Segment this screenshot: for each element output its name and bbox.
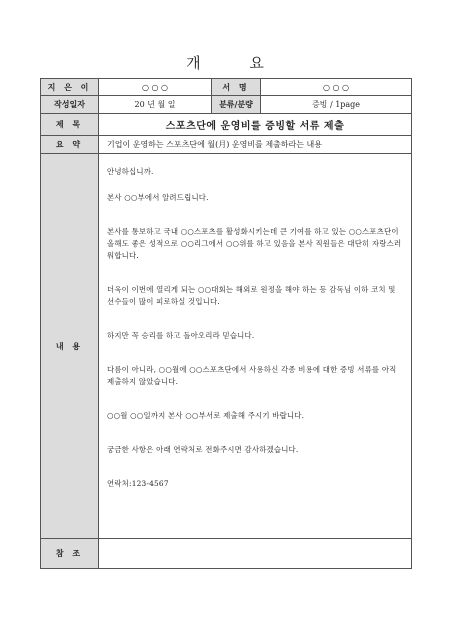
- intro-paragraph: 본사 ○○부에서 알려드립니다.: [107, 193, 209, 202]
- tournament-paragraph: 더욱이 이번에 열리게 되는 ○○대회는 해외로 원정을 해야 하는 등 감독님 이하 코치 및 선수들이 많이 피로하실 것입니다.: [107, 285, 396, 306]
- author-row: [41, 79, 412, 96]
- inquiry-paragraph: 궁금한 사항은 아래 연락처로 전화주시면 감사하겠습니다.: [107, 445, 299, 454]
- date-label: 작성일자: [41, 96, 99, 114]
- date-value: 20 년 월 일: [99, 96, 212, 114]
- subject-row: [41, 114, 412, 136]
- summary-value: 기업이 운영하는 스포츠단에 월(月) 운영비를 제출하라는 내용: [99, 136, 412, 154]
- contact-paragraph: 연락처:123-4567: [107, 479, 169, 488]
- overview-form-table: [40, 78, 412, 569]
- summary-row: [41, 136, 412, 154]
- greeting-paragraph: 안녕하십니까.: [107, 167, 154, 176]
- reference-row: [41, 539, 412, 569]
- reference-label: 참 조: [41, 539, 99, 569]
- signature-value: ○ ○ ○: [261, 79, 412, 96]
- praise-paragraph: 본사를 통보하고 국내 ○○스포츠를 활성화시키는데 큰 기여를 하고 있는 ○○스포츠단이 올해도 좋은 성적으로 ○○리그에서 ○○위를 하고 있음을 본사 직원들은 대단히 자랑스러워합니다.: [107, 227, 402, 260]
- summary-label: 요 약: [41, 136, 99, 154]
- subject-label: 제 목: [41, 114, 99, 136]
- wish-paragraph: 하지만 꼭 승리를 하고 돌아오리라 믿습니다.: [107, 331, 255, 340]
- signature-label: 서 명: [212, 79, 261, 96]
- category-label: 분류/분량: [212, 96, 261, 114]
- author-label: 지 은 이: [41, 79, 99, 96]
- content-body: [99, 154, 412, 539]
- request-paragraph: 다름이 아니라, ○○월에 ○○스포츠단에서 사용하신 각종 비용에 대한 증빙 서류를 아직 제출하지 않았습니다.: [107, 365, 397, 386]
- date-row: [41, 96, 412, 114]
- content-label: 내 용: [41, 154, 99, 539]
- content-row: [41, 154, 412, 539]
- document-title: 개 요: [186, 54, 286, 72]
- reference-value: [99, 539, 412, 569]
- author-value: ○ ○ ○: [99, 79, 212, 96]
- subject-value: 스포츠단에 운영비를 증빙할 서류 제출: [99, 114, 412, 136]
- deadline-paragraph: ○○월 ○○일까지 본사 ○○부서로 제출해 주시기 바랍니다.: [107, 411, 305, 420]
- category-value: 증빙 / 1page: [261, 96, 412, 114]
